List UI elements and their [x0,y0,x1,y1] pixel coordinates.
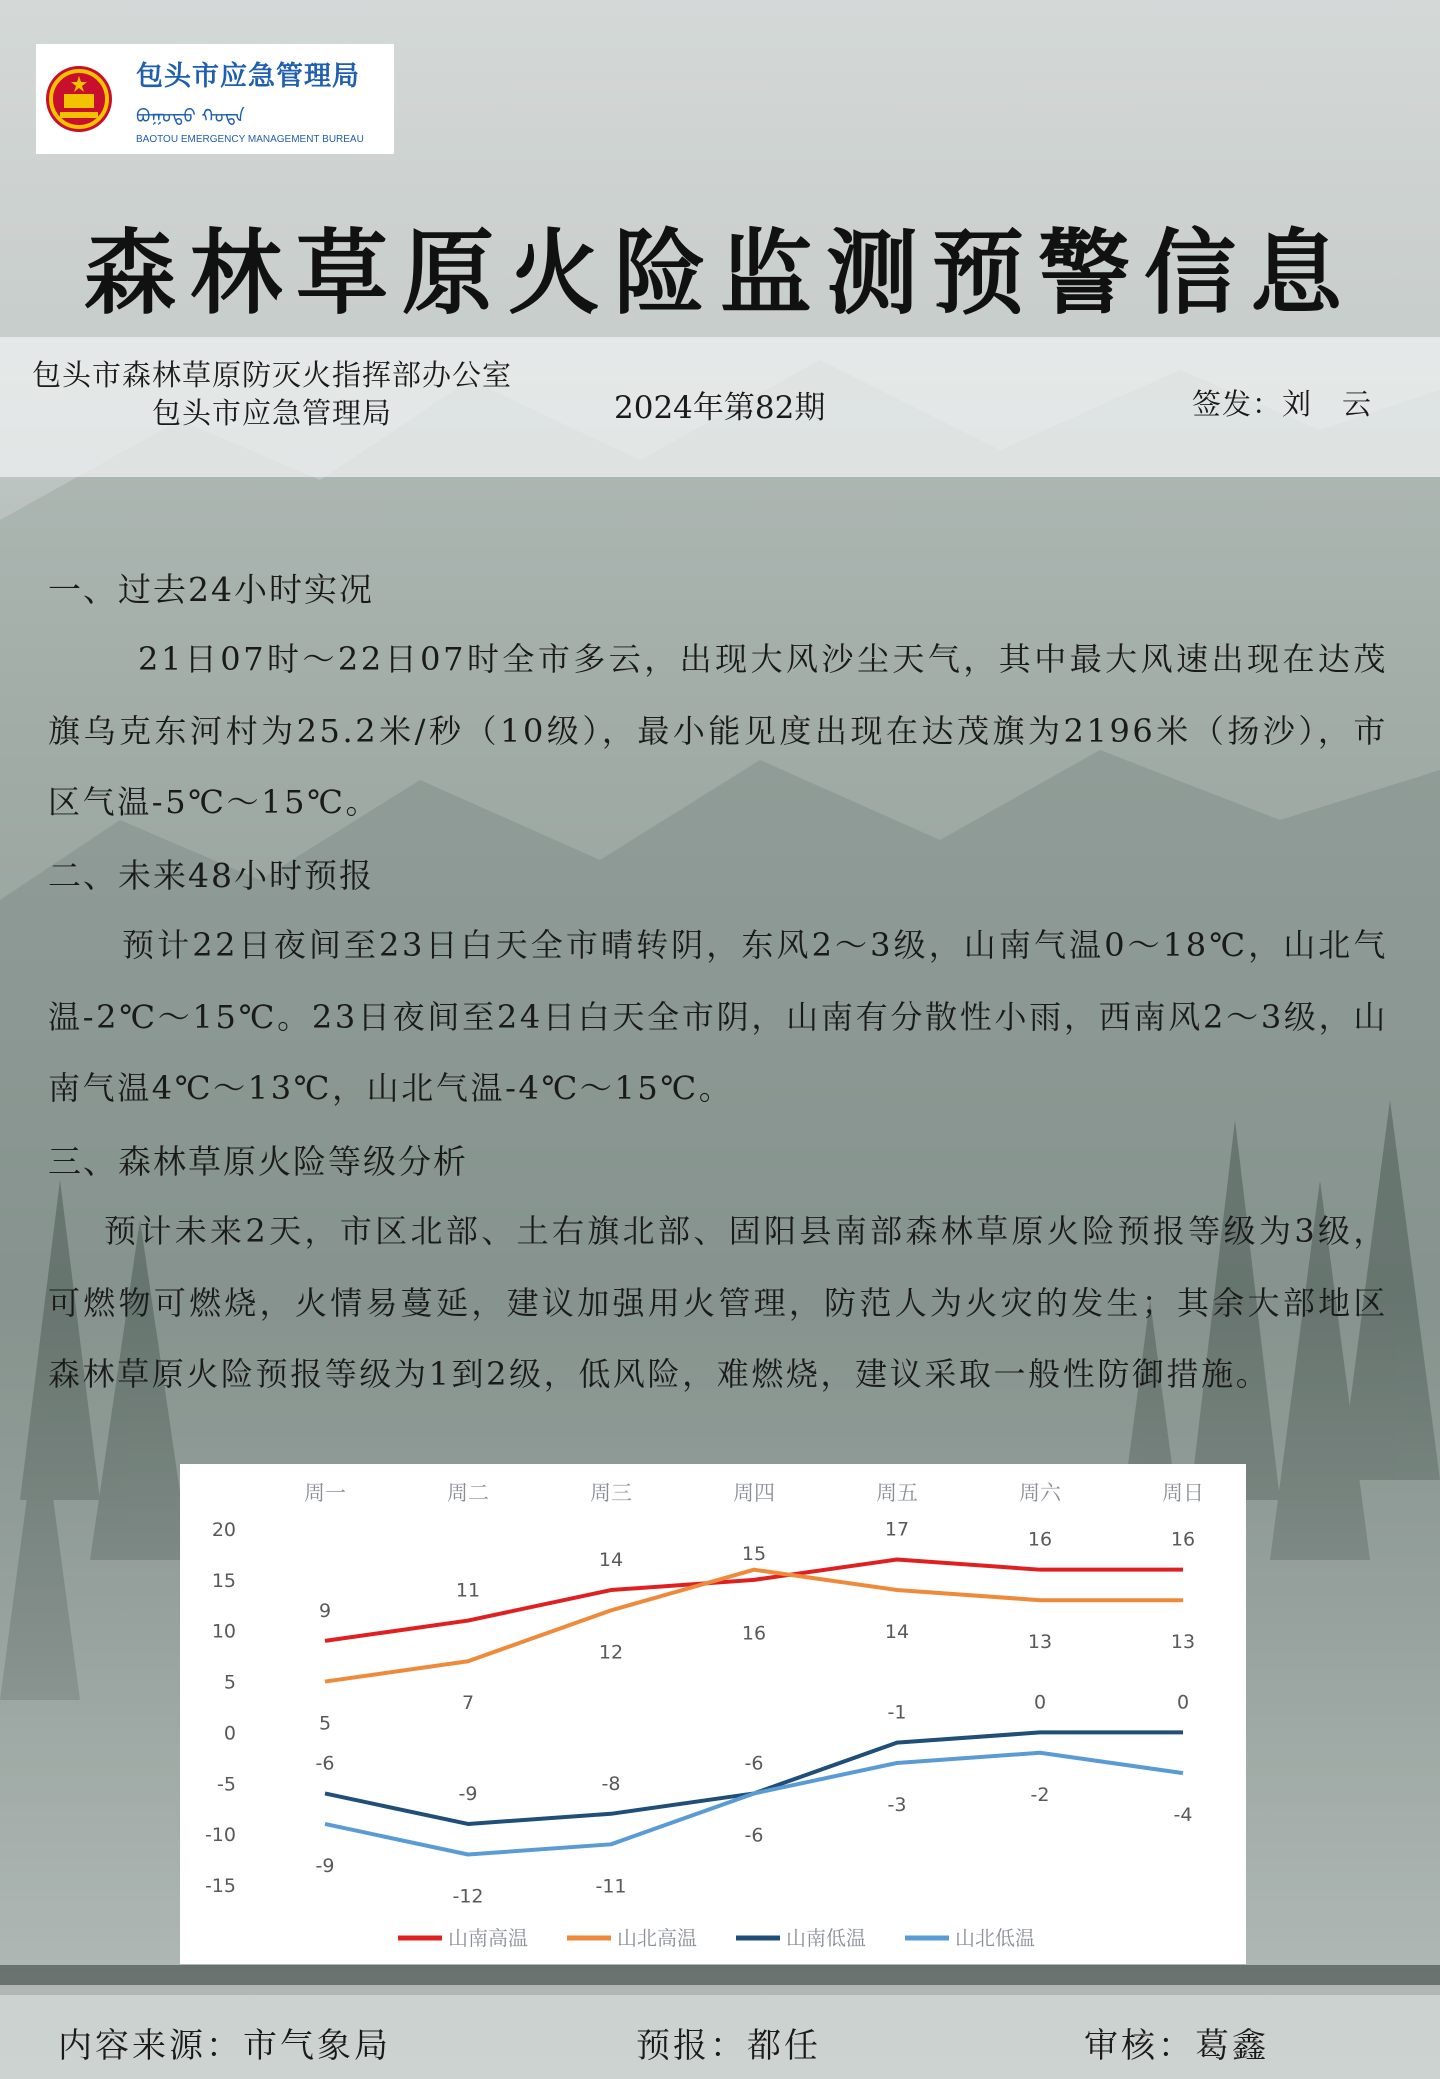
data-label: -4 [1173,1804,1193,1827]
data-label: 16 [741,1622,767,1645]
x-tick-label: 周六 [1019,1481,1061,1505]
issuer-block [14,356,530,432]
x-tick-label: 周日 [1162,1481,1204,1505]
footer-reviewer: 审核：葛鑫 [1084,2026,1269,2066]
section-1-heading: 一、过去24小时实况 [48,570,374,609]
data-label: -9 [458,1782,478,1805]
data-label: -6 [315,1752,335,1775]
section-2-heading: 二、未来48小时预报 [48,856,374,895]
data-label: 9 [318,1599,332,1622]
data-label: 16 [1027,1528,1053,1551]
legend-label: 山南高温 [448,1926,528,1950]
y-tick-label: -10 [204,1824,236,1847]
y-tick-label: 20 [211,1519,236,1541]
data-label: 0 [1033,1691,1047,1714]
x-tick-label: 周二 [447,1481,489,1505]
footer-source: 内容来源：市气象局 [58,2026,391,2066]
data-label: 13 [1170,1631,1196,1654]
data-label: -8 [601,1772,621,1795]
data-label: 17 [884,1518,910,1541]
data-label: 11 [455,1579,481,1602]
x-tick-label: 周三 [590,1481,632,1505]
temperature-chart-svg [180,1464,1246,1964]
data-label: 5 [318,1712,332,1735]
logo-name-mongolian: ᠪᠤᠭᠤᠲᠤ ᠬᠣᠲᠠ [136,105,245,127]
x-tick-label: 周一 [304,1481,346,1505]
data-label: 14 [598,1549,624,1572]
series-line [325,1732,1183,1824]
data-label: -6 [744,1824,764,1847]
data-label: -1 [887,1701,907,1724]
data-label: 14 [884,1621,910,1644]
data-label: 13 [1027,1631,1053,1654]
footer-forecaster: 预报：都任 [636,2026,821,2066]
data-label: -11 [595,1875,627,1898]
issuer-line-1: 包头市森林草原防灭火指挥部办公室 [31,358,512,392]
section-2-body: 预计22日夜间至23日白天全市晴转阴，东风2～3级，山南气温0～18℃，山北气温-2℃～15℃。23日夜间至24日白天全市阴，山南有分散性小雨，西南风2～3级，山南气温4℃～13℃，山北气温-4℃～15℃。 [48,926,1388,1107]
data-label: -9 [315,1854,335,1877]
data-label: -12 [452,1885,484,1908]
data-label: -2 [1030,1783,1050,1806]
y-tick-label: 15 [211,1569,236,1592]
data-label: -6 [744,1752,764,1775]
y-tick-label: -15 [204,1875,236,1897]
x-tick-label: 周五 [876,1481,918,1505]
section-3-heading: 三、森林草原火险等级分析 [48,1142,468,1181]
signer: 签发：刘 云 [1192,387,1373,421]
legend-label: 山北低温 [955,1926,1035,1950]
data-label: 7 [461,1692,475,1715]
national-emblem-icon [44,64,114,134]
page-title: 森林草原火险监测预警信息 [83,219,1356,327]
data-label: 12 [598,1641,624,1664]
issuer-line-2: 包头市应急管理局 [151,396,392,430]
y-tick-label: 0 [223,1722,236,1745]
data-label: 16 [1170,1528,1196,1551]
logo-name-en: BAOTOU EMERGENCY MANAGEMENT BUREAU [136,133,364,145]
bureau-logo [36,44,394,154]
section-1-body: 21日07时～22日07时全市多云，出现大风沙尘天气，其中最大风速出现在达茂旗乌克东河村为25.2米/秒（10级），最小能见度出现在达茂旗为2196米（扬沙），市区气温-5℃～15℃。 [48,640,1388,821]
y-tick-label: 10 [211,1620,236,1643]
section-3-body: 预计未来2天，市区北部、土右旗北部、固阳县南部森林草原火险预报等级为3级，可燃物可燃烧，火情易蔓延，建议加强用火管理，防范人为火灾的发生；其余大部地区森林草原火险预报等级为1到2级，低风险，难燃烧，建议采取一般性防御措施。 [48,1212,1388,1393]
data-label: -3 [887,1793,907,1816]
y-tick-label: 5 [223,1671,236,1694]
x-tick-label: 周四 [733,1481,775,1505]
temperature-chart [180,1464,1246,1964]
legend-label: 山北高温 [617,1926,697,1950]
logo-name-cn: 包头市应急管理局 [136,60,360,92]
legend-label: 山南低温 [786,1926,866,1950]
issue-number: 2024年第82期 [614,390,826,426]
data-label: 0 [1176,1691,1190,1714]
data-label: 15 [741,1542,767,1565]
y-tick-label: -5 [217,1773,236,1796]
